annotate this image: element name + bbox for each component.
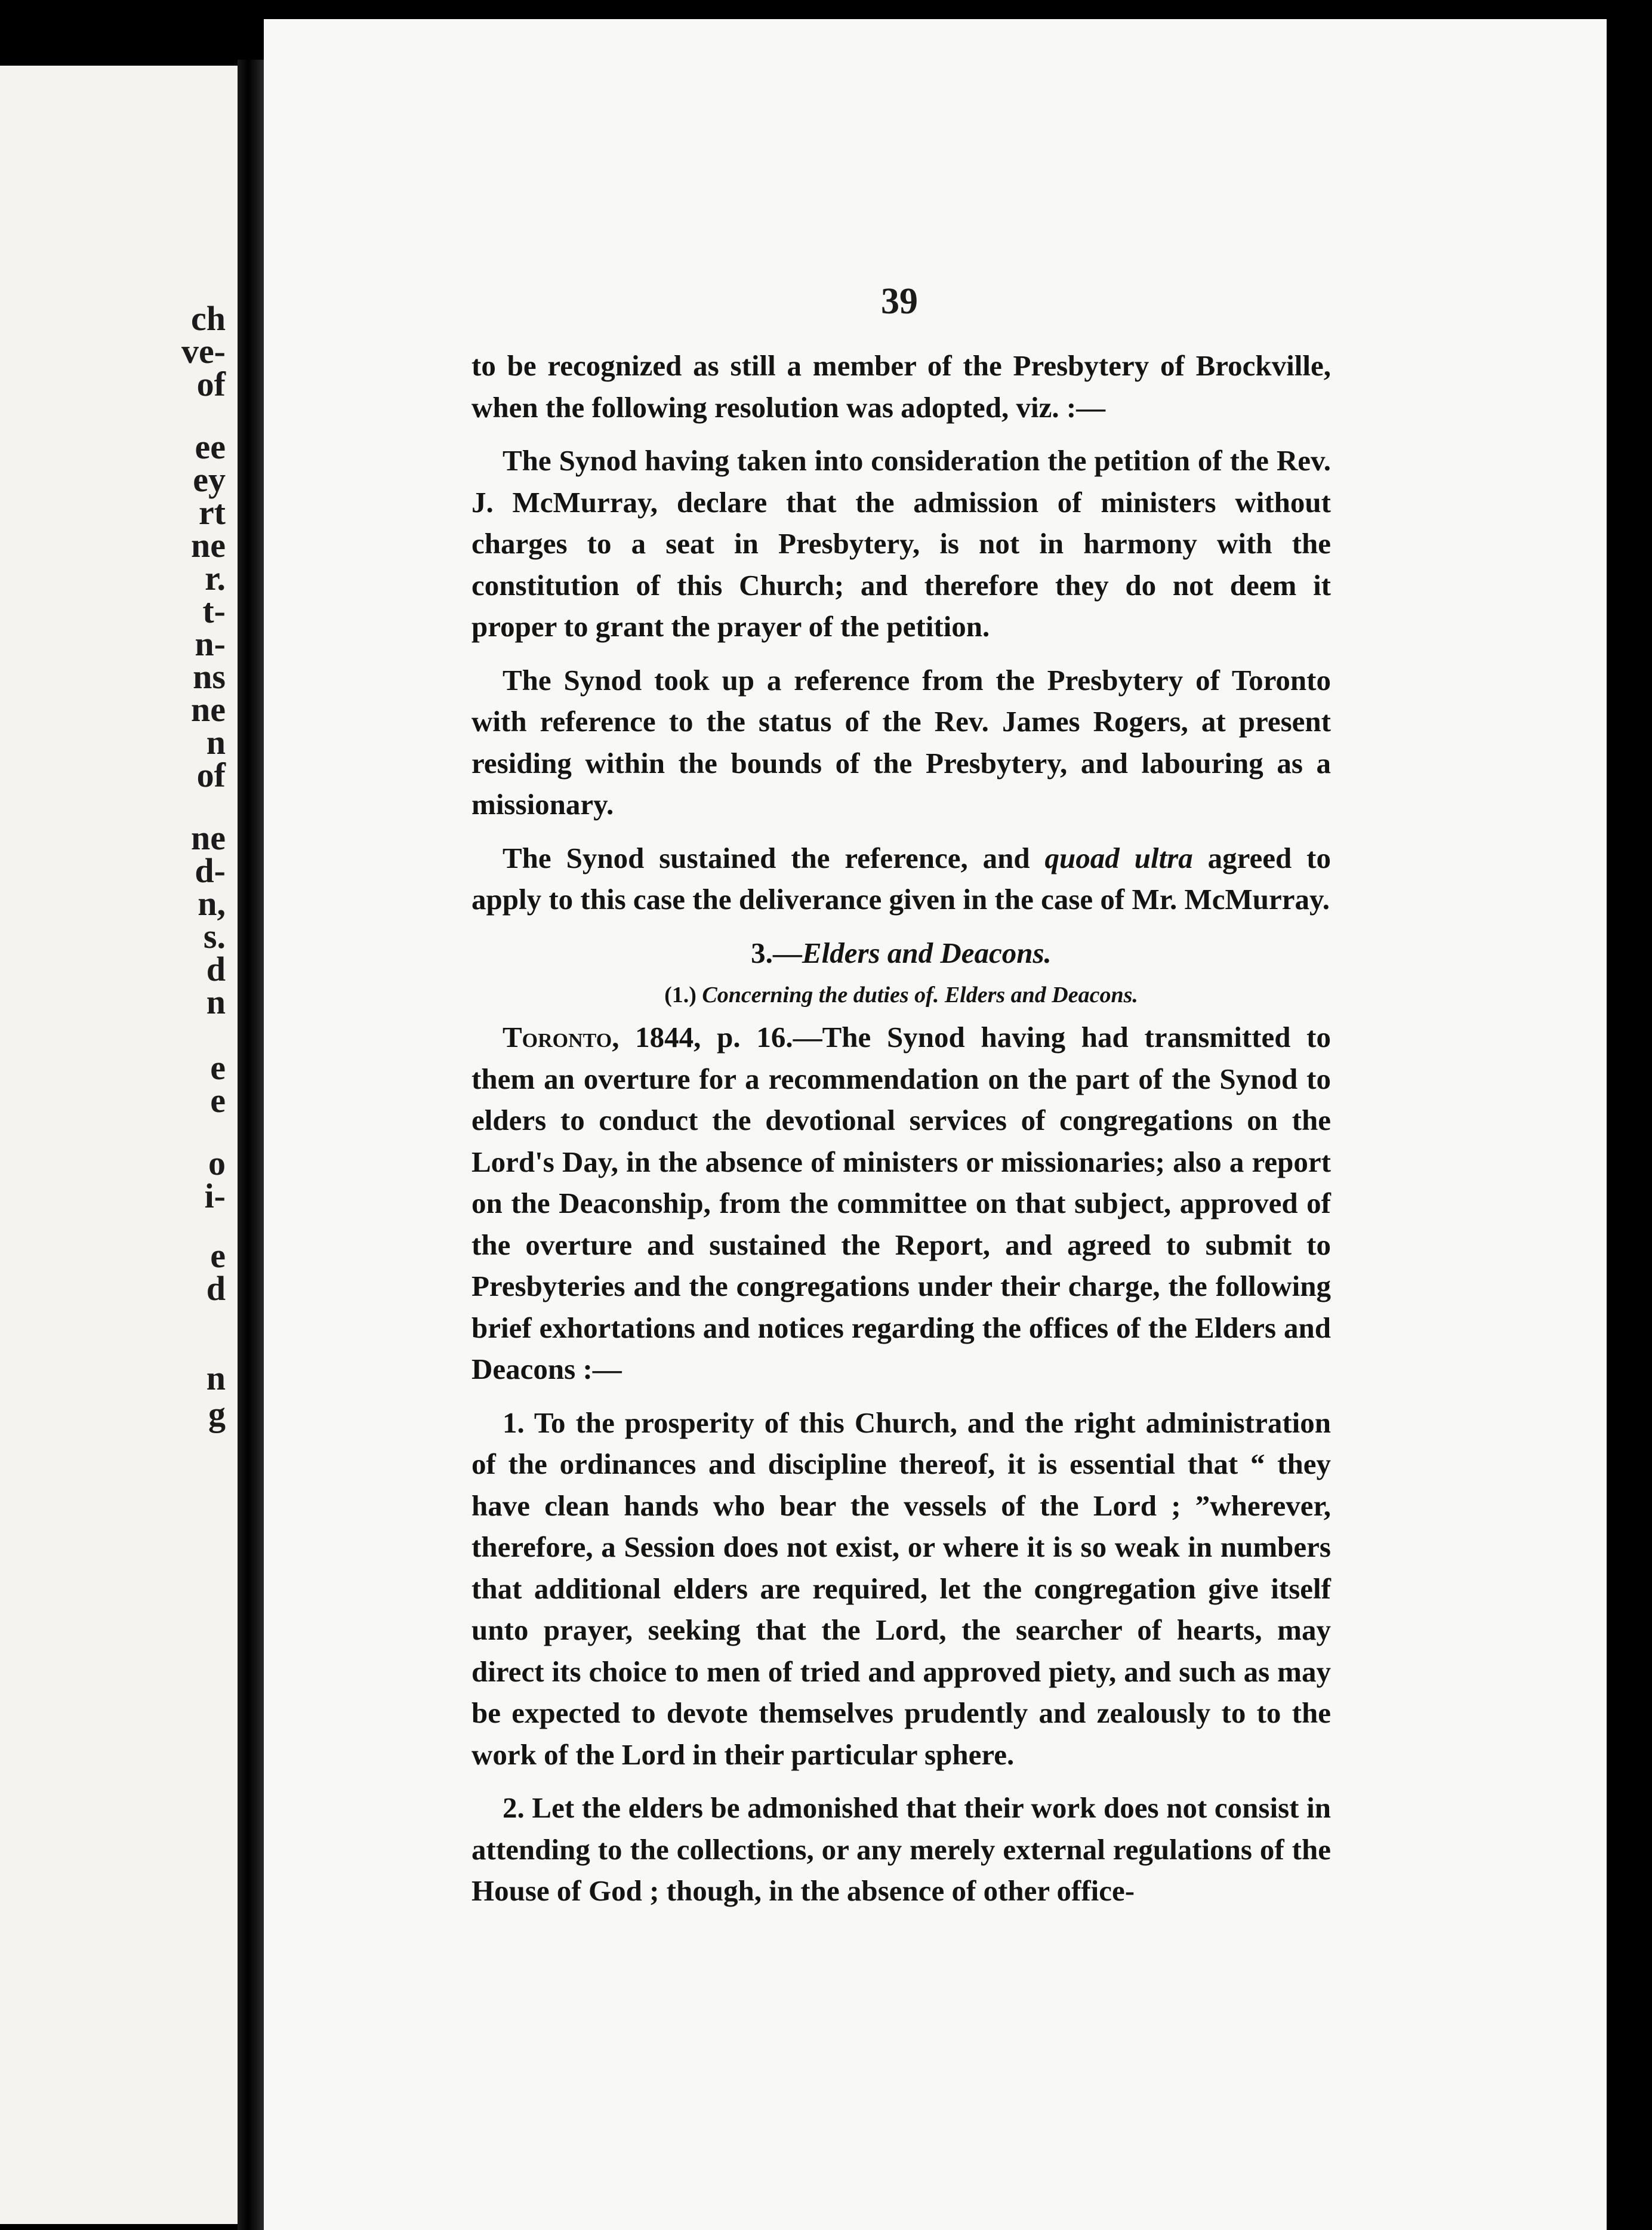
left-page-fragment: r. [205,559,226,597]
subsection-title: Concerning the duties of. Elders and Deacons. [702,982,1138,1008]
left-page-fragment: n, [198,884,226,923]
left-page-fragment: g [208,1394,226,1433]
page-number: 39 [881,281,918,322]
left-page-fragment: ne [191,690,226,729]
left-page-fragment: ee [195,427,226,466]
paragraph-reference-sustained [471,837,1331,920]
left-page-fragment: d [206,950,226,988]
place-name: Toronto [503,1021,612,1054]
left-page-fragment: rt [198,493,226,532]
left-page-fragment: ey [193,460,226,499]
scan-border [1607,0,1652,2230]
paragraph-toronto-1844 [471,1017,1331,1390]
text-run: agreed to apply to this case the deliverance given in the case of Mr. McMurray. [471,841,1331,916]
text-run: , 1844, p. 16.—The Synod having had transmitted to them an overture for a recommendation on the part of the Synod to elders to conduct the devotional services of congregations on the Lord's Day, in the absence of ministers or missionaries; also a report on the Deaconship, from the committee on that subject, approved of the overture and sustained the Report, and agreed to submit to Presbyteries and the congregations under their charge, the following brief exhortations and notices regarding the offices of the Elders and Deacons :— [471,1021,1331,1385]
paragraph-mcmurray-petition: The Synod having taken into consideration the petition of the Rev. J. McMurray, declare that the admission of ministers without charges to a seat in Presbytery, is not in harmony with the constitution of this Church; and therefore they do not deem it proper to grant the prayer of the petition. [471,444,1331,643]
left-page-fragment: n [206,723,226,762]
section-number: 3.— [751,936,802,969]
left-page-fragment: d- [195,851,226,890]
left-page-fragment: s. [203,917,226,956]
subsection-heading [471,977,1331,1013]
left-page-fragment: i- [204,1176,226,1215]
left-page-fragment: n- [195,624,226,663]
paragraph-rogers-reference: The Synod took up a reference from the Presbytery of Toronto with reference to the status of the Rev. James Rogers, at present residing within the bounds of the Presbytery, and labouring as a missionary. [471,663,1331,821]
section-heading [471,932,1331,974]
paragraph-continued: to be recognized as still a member of the Presbytery of Brockville, when the following resolution was adopted, viz. :— [471,349,1331,424]
book-gutter [238,60,264,2230]
left-page-fragment: ns [193,657,226,696]
subsection-number: (1.) [664,982,702,1008]
left-page-fragment: ne [191,818,226,857]
paragraph-item-1: 1. To the prosperity of this Church, and the right administration of the ordinances and discipline thereof, it is essential that “ they have clean hands who bear the vessels of the Lord ; ”wherever, therefore, a Session does not exist, or where it is so weak in numbers that additional elders are required, let the congregation give itself unto prayer, seeking that the Lord, the searcher of hearts, may direct its choice to men of tried and approved piety, and such as may be expected to devote themselves prudently and zealously to to the work of the Lord in their particular sphere. [471,1406,1331,1771]
left-page-fragment: ch [191,299,226,338]
left-page-fragment: ne [191,526,226,565]
left-page-fragment: of [196,365,226,404]
page-body [471,345,1331,1924]
left-page-fragment: o [208,1144,226,1182]
text-run: The Synod sustained the reference, and [503,841,1045,874]
left-page-fragment: t- [202,592,226,630]
left-page-edge [0,66,238,2224]
left-page-fragment: of [196,756,226,794]
left-page-fragment: e [210,1048,226,1087]
paragraph-item-2: 2. Let the elders be admonished that their work does not consist in attending to the collections, or any merely external regulations of the House of God ; though, in the absence of other office- [471,1791,1331,1907]
section-title: Elders and Deacons. [802,936,1052,969]
left-page-fragment: n [206,982,226,1021]
left-page-fragment: e [210,1081,226,1120]
left-page-fragment: e [210,1236,226,1275]
left-page-fragment: n [206,1359,226,1397]
left-page-fragment: d [206,1269,226,1308]
latin-phrase: quoad ultra [1044,841,1193,874]
left-page-fragment: ve- [181,332,226,371]
